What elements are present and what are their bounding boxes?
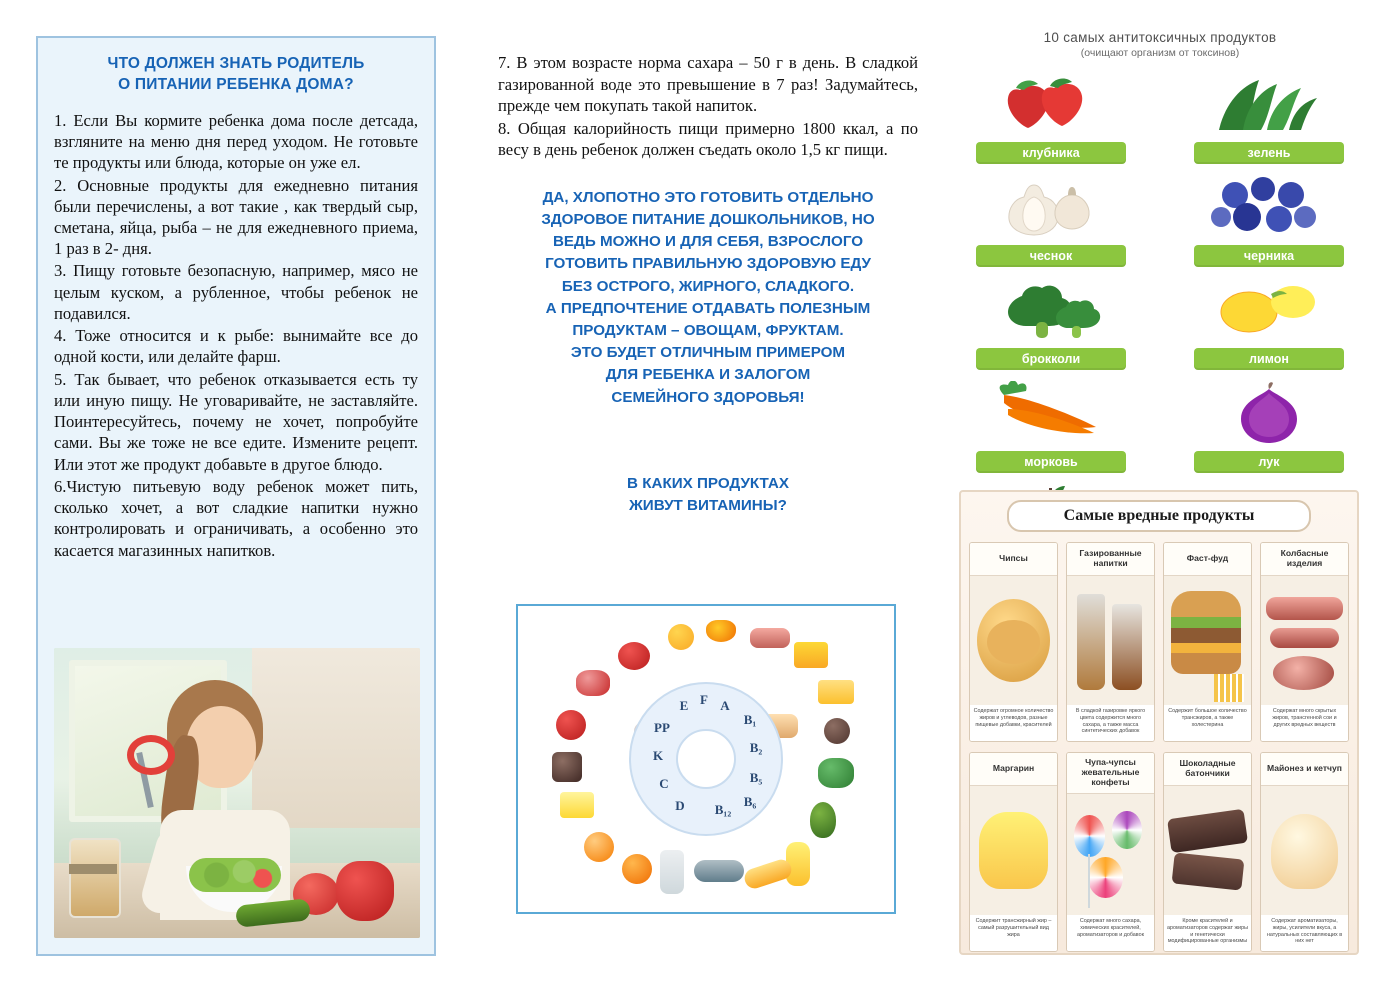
harmful-card <box>1163 542 1252 742</box>
left-item-1: 1. Если Вы кормите ребенка дома после детсада, взгляните на меню дня перед уходом. Не готовьте те продукты или блюда, которые он уже ел. <box>54 110 418 173</box>
harmful-card-title: Газированные напитки <box>1067 543 1154 576</box>
broccoli-food-icon <box>818 758 854 788</box>
harmful-card-desc: Содержит большое количество трансжиров, а также холестерина <box>1164 705 1251 741</box>
left-title-line-2: О ПИТАНИИ РЕБЕНКА ДОМА? <box>118 75 354 93</box>
antitoxic-item-label: клубника <box>976 142 1126 164</box>
harmful-card-desc: Содержат ароматизаторы, жиры, усилители вкуса, а натуральных составляющих в них нет <box>1261 915 1348 951</box>
antitoxic-item <box>955 172 1147 267</box>
antitoxic-item <box>955 69 1147 164</box>
antitoxic-title: 10 самых антитоксичных продуктов <box>1043 30 1277 45</box>
harmful-card-title: Маргарин <box>970 753 1057 786</box>
chips-icon <box>970 576 1057 705</box>
harmful-card-title: Шоколадные батончики <box>1164 753 1251 786</box>
orange-food-icon <box>622 854 652 884</box>
antitoxic-item-label: лук <box>1194 451 1344 473</box>
antitoxic-item-label: морковь <box>976 451 1126 473</box>
harmful-card-title: Колбасные изделия <box>1261 543 1348 576</box>
middle-column <box>498 52 918 952</box>
harmful-card-desc: Содержат много скрытых жиров, трансгенной сои и других вредных веществ <box>1261 705 1348 741</box>
left-panel-title <box>56 54 416 96</box>
fish-food-icon <box>694 860 744 882</box>
highlight-line-2: ЗДОРОВОЕ ПИТАНИЕ ДОШКОЛЬНИКОВ, НО <box>541 211 875 228</box>
harmful-card <box>1066 542 1155 742</box>
cheese2-food-icon <box>818 680 854 704</box>
vitamin-label-B12: B₁₂ <box>714 802 732 817</box>
left-item-3: 3. Пищу готовьте безопасную, например, мясо не целым куском, а рубленное, чтобы ребенок не подавился. <box>54 261 418 323</box>
cheese-food-icon <box>794 642 828 668</box>
milk-food-icon <box>660 850 684 894</box>
vitamin-label-K: K <box>652 748 664 763</box>
harmful-card <box>969 542 1058 742</box>
antitoxic-item-label: брокколи <box>976 348 1126 370</box>
onion-icon <box>1194 378 1344 448</box>
vitamin-label-C: C <box>659 776 669 791</box>
left-title-line-1: ЧТО ДОЛЖЕН ЗНАТЬ РОДИТЕЛЬ <box>107 55 365 72</box>
highlight-line-6: А ПРЕДПОЧТЕНИЕ ОТДАВАТЬ ПОЛЕЗНЫМ <box>545 299 871 317</box>
left-item-4: 4. Тоже относится и к рыбе: вынимайте все до одной кости, или делайте фарш. <box>54 326 418 367</box>
vitamin-label-F: F <box>700 692 708 707</box>
antitoxic-item-label: чеснок <box>976 245 1126 267</box>
vitamin-label-B5: B₅ <box>749 770 763 785</box>
mayonnaise-icon <box>1261 786 1348 915</box>
nut-food-icon <box>824 718 850 744</box>
highlight-line-10: СЕМЕЙНОГО ЗДОРОВЬЯ! <box>611 388 805 406</box>
blueberry-icon <box>1194 172 1344 242</box>
tomato2-food-icon <box>618 642 650 670</box>
highlight-line-7: ПРОДУКТАМ – ОВОЩАМ, ФРУКТАМ. <box>572 321 844 339</box>
carrot-icon <box>976 378 1126 448</box>
antitoxic-item-label: черника <box>1194 245 1344 267</box>
harmful-card-title: Чипсы <box>970 543 1057 576</box>
highlight-line-3: ВЕДЬ МОЖНО И ДЛЯ СЕБЯ, ВЗРОСЛОГО <box>552 233 864 251</box>
harmful-card-title: Фаст-фуд <box>1164 543 1251 576</box>
banana-food-icon <box>742 857 794 891</box>
antitoxic-item-label: зелень <box>1194 142 1344 164</box>
harmful-card <box>1260 752 1349 952</box>
harmful-card-desc: Содержат много сахара, химических красителей, ароматизаторов и добавок <box>1067 915 1154 951</box>
harmful-products-grid-row-1 <box>969 542 1349 742</box>
pepper-food-icon <box>706 620 736 642</box>
harmful-card-desc: В сладкой газировке яркого цвета содержится много сахара, а также масса синтетических добавок <box>1067 705 1154 741</box>
middle-highlight-block <box>498 187 918 409</box>
broccoli-icon <box>976 275 1126 345</box>
sausage-icon <box>1261 576 1348 705</box>
antitoxic-item <box>1173 378 1365 473</box>
harmful-products-panel <box>959 490 1359 955</box>
tomato-food-icon <box>556 710 586 740</box>
vitamin-label-B2: B₂ <box>749 740 763 755</box>
vitamin-label-B6: B₆ <box>743 794 757 809</box>
harmful-card <box>1066 752 1155 952</box>
harmful-card-desc: Содержат огромное количество жиров и углеводов, разные пищевые добавки, красителей <box>970 705 1057 741</box>
coffee-food-icon <box>552 752 582 782</box>
vitamin-question <box>498 473 918 517</box>
vitamin-label-E: E <box>679 698 689 713</box>
soda-icon <box>1067 576 1154 705</box>
vitamin-label-PP: PP <box>654 720 670 735</box>
antitoxic-subtitle: (очищают организм от токсинов) <box>1080 47 1240 59</box>
greens-icon <box>1194 69 1344 139</box>
harmful-products-title: Самые вредные продукты <box>1007 500 1311 532</box>
antitoxic-item <box>955 378 1147 473</box>
vitamin-question-line-1: В КАКИХ ПРОДУКТАХ <box>627 474 789 492</box>
berry-food-icon <box>576 670 610 696</box>
margarine-icon <box>970 786 1057 915</box>
highlight-line-9: ДЛЯ РЕБЕНКА И ЗАЛОГОМ <box>605 366 811 384</box>
left-item-2: 2. Основные продукты для ежедневно питания были перечислены, а вот такие , как твердый сыр, сметана, яйца, рыба – не для ежедневного приема, 1 раз в 2- дня. <box>54 175 418 259</box>
harmful-card-title: Майонез и кетчуп <box>1261 753 1348 786</box>
ham-food-icon <box>750 628 790 648</box>
vitamin-label-B1: B₁ <box>743 712 757 727</box>
harmful-products-grid-row-2 <box>969 752 1349 952</box>
orange2-food-icon <box>584 832 614 862</box>
avocado-food-icon <box>810 802 836 838</box>
highlight-line-8: ЭТО БУДЕТ ОТЛИЧНЫМ ПРИМЕРОМ <box>570 344 846 362</box>
left-panel <box>36 36 436 956</box>
garlic-icon <box>976 172 1126 242</box>
vitamin-wheel-center <box>676 729 736 789</box>
vitamin-question-line-2: ЖИВУТ ВИТАМИНЫ? <box>629 496 787 514</box>
left-item-6: 6.Чистую питьевую воду ребенок может пить, сколько хочет, а вот сладкие напитки нужно контролировать и ограничивать, а особенно это касается магазинных напитков. <box>54 476 418 560</box>
harmful-card <box>1260 542 1349 742</box>
highlight-line-4: ГОТОВИТЬ ПРАВИЛЬНУЮ ЗДОРОВУЮ ЕДУ <box>545 255 871 273</box>
antitoxic-item <box>1173 172 1365 267</box>
lemon-icon <box>1194 275 1344 345</box>
vitamin-wheel-figure <box>516 604 896 914</box>
right-column <box>955 30 1365 960</box>
child-eating-photo <box>54 648 420 938</box>
middle-text-block <box>498 52 918 161</box>
left-panel-body <box>54 110 418 561</box>
antitoxic-item <box>1173 69 1365 164</box>
antitoxic-item-label: лимон <box>1194 348 1344 370</box>
highlight-line-5: БЕЗ ОСТРОГО, ЖИРНОГО, СЛАДКОГО. <box>561 277 855 295</box>
vitamin-label-A: A <box>720 698 730 713</box>
antitoxic-item <box>1173 275 1365 370</box>
middle-item-7: 7. В этом возрасте норма сахара – 50 г в день. В сладкой газированной воде это превышение в 7 раз! Задумайтесь, прежде чем покупать такой напиток. <box>498 53 918 116</box>
left-item-5: 5. Так бывает, что ребенок отказывается есть ту или иную пищу. Не уговаривайте, не заставляйте. Поинтересуйтесь, почему не хочет, попробуйте сами. Вы же тоже не все едите. Измените рецепт. Или этот же продукт добавьте в другое блюдо. <box>54 369 418 474</box>
highlight-line-1: ДА, ХЛОПОТНО ЭТО ГОТОВИТЬ ОТДЕЛЬНО <box>542 188 874 206</box>
chocolate-bar-icon <box>1164 786 1251 915</box>
vitamin-label-D: D <box>675 798 685 813</box>
middle-item-8: 8. Общая калорийность пищи примерно 1800 ккал, а по весу в день ребенок должен съедать около 1,5 кг пищи. <box>498 118 918 160</box>
harmful-card-desc: Кроме красителей и ароматизаторов содержат жиры и генетически модифицированные организмы <box>1164 915 1251 951</box>
lollipop-icon <box>1067 794 1154 915</box>
antitoxic-item <box>955 275 1147 370</box>
butter-food-icon <box>560 792 594 818</box>
harmful-card <box>969 752 1058 952</box>
onion-food-icon <box>668 624 694 650</box>
strawberry-icon <box>976 69 1126 139</box>
harmful-card-title: Чупа-чупсы жевательные конфеты <box>1067 753 1154 794</box>
harmful-card <box>1163 752 1252 952</box>
harmful-card-desc: Содержит трансжирный жир – самый разрушительный вид жира <box>970 915 1057 951</box>
fastfood-icon <box>1164 576 1251 705</box>
